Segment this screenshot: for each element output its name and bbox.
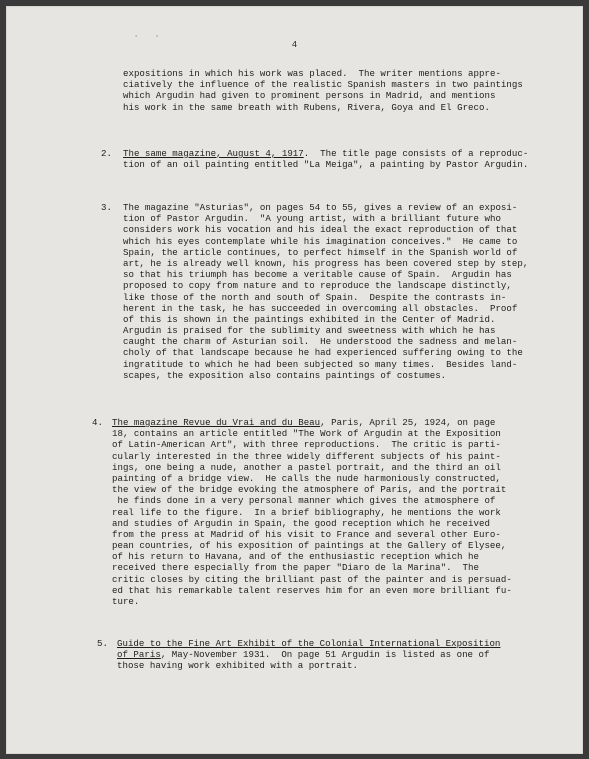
text-line: received there especially from the paper "Diaro de la Marina". The <box>112 562 479 574</box>
text-line <box>117 649 500 660</box>
item-4-paragraph <box>112 417 512 607</box>
text-line: ings, one being a nude, another a pastel portrait, and the third an oil <box>112 461 501 473</box>
item-5-title-continued: of Paris <box>117 649 161 661</box>
item-5-second-rest: , May-November 1931. On page 51 Argudin is listed as one of <box>160 649 490 661</box>
item-4-title: The magazine Revue du Vrai and du Beau <box>112 417 321 428</box>
text-line: like those of the north and south of Spain. Despite the contrasts in- <box>123 291 507 303</box>
item-2-paragraph <box>123 148 528 170</box>
text-line <box>123 148 528 159</box>
text-line: The magazine "Asturias", on pages 54 to 55, gives a review of an exposi- <box>123 202 518 213</box>
text-line <box>117 638 500 649</box>
text-line: from the press at Madrid of his visit to France and several other Euro- <box>112 528 501 540</box>
text-line: choly of that landscape because he had experienced suffering owing to the <box>123 347 523 359</box>
text-line: real life to the figure. In a brief bibliography, he mentions the work <box>112 506 501 518</box>
item-2-first-rest: . The title page consists of a reproduc- <box>303 148 529 159</box>
item-4-first-rest: , Paris, April 25, 1924, on page <box>320 417 496 428</box>
text-line: 18, contains an article entitled "The Work of Argudin at the Exposition <box>112 428 501 440</box>
text-line: those having work exhibited with a portrait. <box>117 660 358 672</box>
text-line: cularly interested in the three widely different subjects of his paint- <box>112 450 501 462</box>
text-line: tion of Pastor Argudin. "A young artist, with a brilliant future who <box>123 213 501 225</box>
text-line: Spain, the article continues, to perfect himself in the Spanish world of <box>123 246 518 258</box>
text-line: of this is shown in the paintings exhibited in the Center of Madrid. <box>123 313 496 325</box>
text-line: the view of the bridge evoking the atmosphere of Paris, and the portrait <box>112 484 507 496</box>
text-line: ingratitude to which he had been subjected so many times. Besides land- <box>123 358 518 370</box>
text-line: herent in the task, he has succeeded in overcoming all obstacles. Proof <box>123 302 518 314</box>
text-line: proposed to copy from nature and to reproduce the landscape distinctly, <box>123 280 512 292</box>
text-line: ture. <box>112 596 140 607</box>
text-line <box>112 417 512 428</box>
text-line: scapes, the exposition also contains paintings of costumes. <box>123 369 447 381</box>
item-2-title: The same magazine, August 4, 1917 <box>123 148 304 159</box>
page-number: 4 <box>291 40 298 50</box>
text-line: which Argudin had given to prominent persons in Madrid, and mentions <box>123 90 496 102</box>
text-line: of Latin-American Art", with three reproductions. The critic is parti- <box>112 439 501 451</box>
item-3-paragraph <box>123 202 528 381</box>
text-line: expositions in which his work was placed. The writer mentions appre- <box>123 68 501 79</box>
text-line: which his eyes contemplate while his imagination conceives." He came to <box>123 235 518 247</box>
text-line: his work in the same breath with Rubens, Rivera, Goya and El Greco. <box>123 101 490 113</box>
item-5-paragraph <box>117 638 500 672</box>
text-line: ed that his remarkable talent reserves him for an even more brilliant fu- <box>112 584 512 596</box>
text-line: ciatively the influence of the realistic Spanish masters in two paintings <box>123 79 523 91</box>
text-line: critic closes by citing the brilliant past of the painter and is persuad- <box>112 573 512 585</box>
paper-specks: · · <box>134 33 160 41</box>
item-3-number: 3. <box>101 202 112 213</box>
text-line: so that his triumph has become a veritable cause of Spain. Argudin has <box>123 269 512 281</box>
text-line: considers work his vocation and his ideal the exact reproduction of that <box>123 224 518 236</box>
text-line: painting of a bridge view. He calls the nude harmoniously constructed, <box>112 472 501 484</box>
text-line: caught the charm of Asturian soil. He understood the sadness and melan- <box>123 336 518 348</box>
document-page <box>6 6 583 754</box>
intro-paragraph <box>123 68 523 113</box>
text-line: tion of an oil painting entitled "La Meiga", a painting by Pastor Argudin. <box>123 159 529 171</box>
item-4-number: 4. <box>92 417 103 428</box>
text-line: of his return to Havana, and of the enthusiastic reception which he <box>112 551 479 563</box>
text-line: Argudin is praised for the sublimity and sweetness with which he has <box>123 325 496 337</box>
text-line: he finds done in a very personal manner which gives the atmosphere of <box>112 495 496 507</box>
item-2-number: 2. <box>101 148 112 159</box>
text-line: and studies of Argudin in Spain, the good reception which he received <box>112 517 490 529</box>
item-5-title: Guide to the Fine Art Exhibit of the Colonial International Exposition <box>117 638 501 649</box>
text-line: pean countries, of his exposition of paintings at the Gallery of Elysee, <box>112 540 507 552</box>
item-5-number: 5. <box>97 638 108 649</box>
text-line: art, he is already well known, his progress has been covered step by step, <box>123 257 529 269</box>
